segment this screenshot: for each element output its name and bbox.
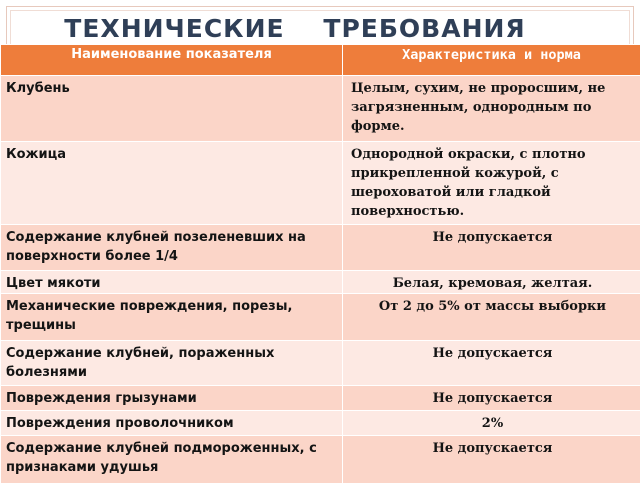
table-row	[1, 271, 640, 294]
row-value: Не допускается	[343, 436, 640, 484]
row-value: Целым, сухим, не проросшим, не загрязненным, однородным по форме.	[343, 76, 640, 142]
row-name: Содержание клубней позеленевших на поверхности более 1/4	[1, 225, 343, 271]
row-value: От 2 до 5% от массы выборки	[343, 294, 640, 341]
row-value: Белая, кремовая, желтая.	[343, 271, 640, 294]
table-row	[1, 436, 640, 484]
row-value: Однородной окраски, с плотно прикрепленной кожурой, с шероховатой или гладкой поверхностью.	[343, 142, 640, 225]
requirements-table	[0, 44, 640, 484]
column-header-norm: Характеристика и норма	[343, 45, 640, 76]
row-name: Содержание клубней, пораженных болезнями	[1, 341, 343, 386]
row-value: 2%	[343, 411, 640, 436]
row-value: Не допускается	[343, 225, 640, 271]
table-row	[1, 341, 640, 386]
column-header-indicator: Наименование показателя	[1, 45, 343, 76]
row-name: Повреждения проволочником	[1, 411, 343, 436]
table-row	[1, 225, 640, 271]
table-row	[1, 142, 640, 225]
row-name: Механические повреждения, порезы, трещины	[1, 294, 343, 341]
table-row	[1, 411, 640, 436]
row-value: Не допускается	[343, 386, 640, 411]
table-header-row	[1, 45, 640, 76]
row-name: Цвет мякоти	[1, 271, 343, 294]
row-name: Содержание клубней подмороженных, с признаками удушья	[1, 436, 343, 484]
row-name: Клубень	[1, 76, 343, 142]
row-name: Кожица	[1, 142, 343, 225]
row-value: Не допускается	[343, 341, 640, 386]
row-name: Повреждения грызунами	[1, 386, 343, 411]
table-row	[1, 76, 640, 142]
table-row	[1, 386, 640, 411]
table-row	[1, 294, 640, 341]
slide-title: ТЕХНИЧЕСКИЕ ТРЕБОВАНИЯ	[0, 14, 590, 43]
